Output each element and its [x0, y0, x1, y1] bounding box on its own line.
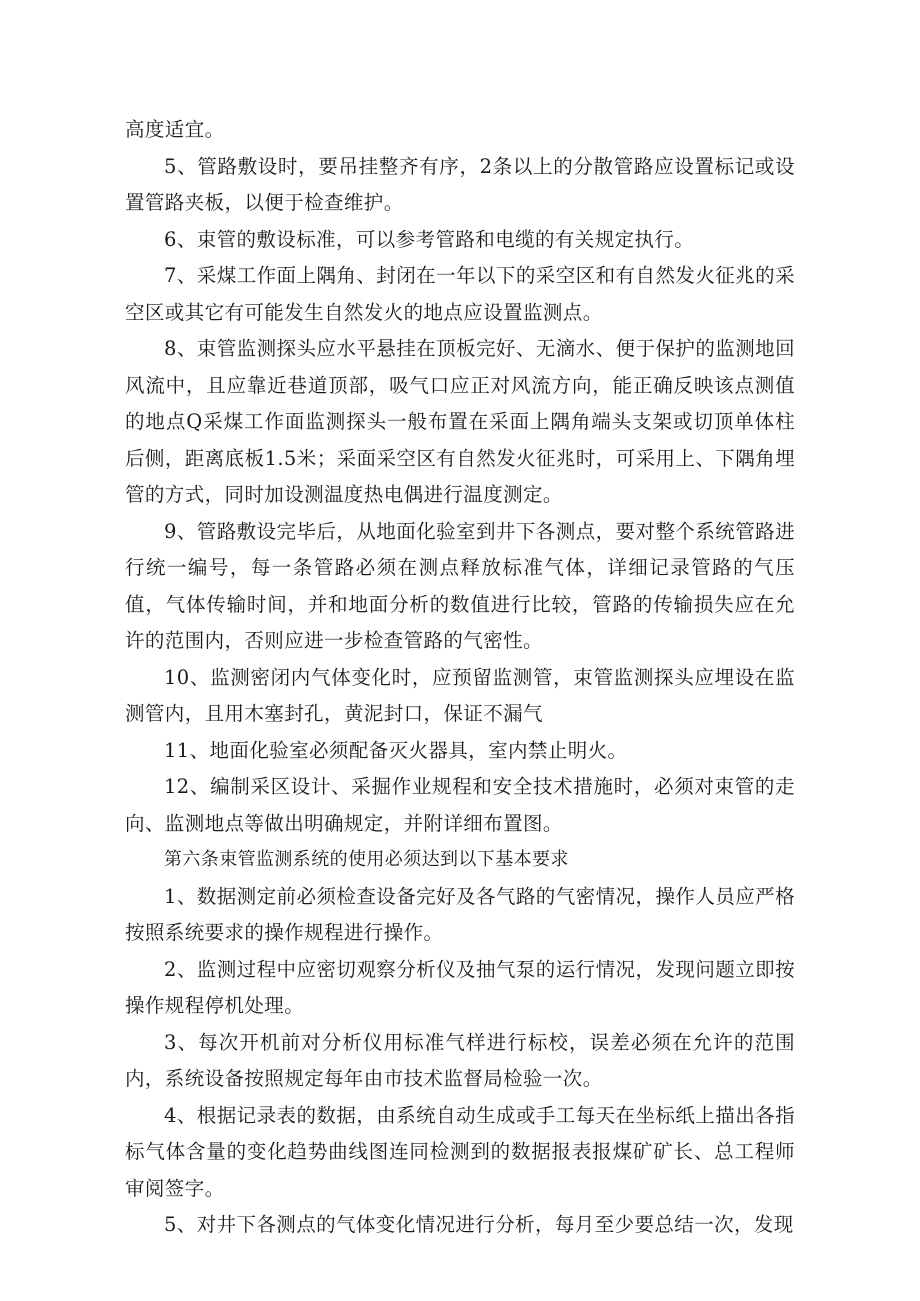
paragraph-req-1-inspection: 1、数据测定前必须检查设备完好及各气路的气密情况，操作人员应严格按照系统要求的操作规程进行操作。 — [125, 884, 795, 944]
paragraph-req-5-analysis: 5、对井下各测点的气体变化情况进行分析，每月至少要总结一次，发现 — [164, 1213, 794, 1236]
paragraph-item-9-pipe-numbering: 9、管路敷设完毕后，从地面化验室到井下各测点，要对整个系统管路进行统一编号，每一条管路必须在测点释放标准气体，详细记录管路的气压值，气体传输时间，并和地面分析的数值进行比较，管路的传输损失应在允许的范围内，否则应进一步检查管路的气密性。 — [125, 519, 795, 652]
paragraph-req-4-trend-curves: 4、根据记录表的数据，由系统自动生成或手工每天在坐标纸上描出各指标气体含量的变化趋势曲线图连同检测到的数据报表报煤矿矿长、总工程师审阅签字。 — [125, 1103, 795, 1200]
section-heading-article-6: 第六条束管监测系统的使用必须达到以下基本要求 — [164, 849, 569, 870]
document-body — [125, 112, 795, 1244]
paragraph-req-2-observation: 2、监测过程中应密切观察分析仪及抽气泵的运行情况，发现问题立即按操作规程停机处理。 — [125, 957, 795, 1017]
paragraph-item-5-pipe-laying: 5、管路敷设时，要吊挂整齐有序，2条以上的分散管路应设置标记或设置管路夹板，以便于检查维护。 — [125, 154, 795, 214]
paragraph-item-7-monitoring-points: 7、采煤工作面上隅角、封闭在一年以下的采空区和有自然发火征兆的采空区或其它有可能发生自然发火的地点应设置监测点。 — [125, 264, 795, 324]
paragraph-item-6-tube-standard: 6、束管的敷设标准，可以参考管路和电缆的有关规定执行。 — [164, 227, 695, 251]
paragraph-item-12-design-rules: 12、编制采区设计、采掘作业规程和安全技术措施时，必须对束管的走向、监测地点等做出明确规定，并附详细布置图。 — [125, 775, 795, 835]
paragraph-req-3-calibration: 3、每次开机前对分析仪用标准气样进行标校，误差必须在允许的范围内，系统设备按照规定每年由市技术监督局检验一次。 — [125, 1030, 795, 1090]
paragraph-item-8-probe-placement: 8、束管监测探头应水平悬挂在顶板完好、无滴水、便于保护的监测地回风流中，且应靠近巷道顶部，吸气口应正对风流方向，能正确反映该点测值的地点Q采煤工作面监测探头一般布置在采面上隅角端头支架或切顶单体柱后侧，距离底板1.5米；采面采空区有自然发火征兆时，可采用上、下隅角埋管的方式，同时加设测温度热电偶进行温度测定。 — [125, 337, 795, 506]
paragraph-continuation: 高度适宜。 — [125, 118, 225, 141]
paragraph-item-10-seal-monitoring: 10、监测密闭内气体变化时，应预留监测管，束管监测探头应埋设在监测管内，且用木塞封孔，黄泥封口，保证不漏气 — [125, 665, 795, 725]
paragraph-item-11-fire-equipment: 11、地面化验室必须配备灭火器具，室内禁止明火。 — [164, 738, 628, 762]
